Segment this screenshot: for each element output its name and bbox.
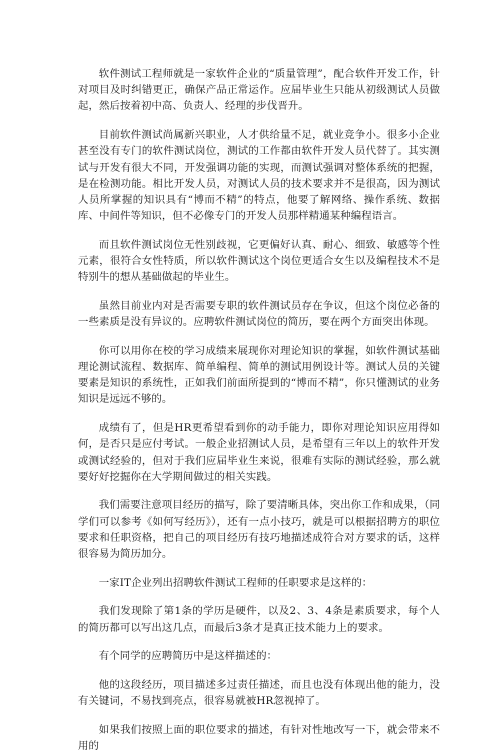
paragraph-analysis: 我们发现除了第1条的学历是硬件，以及2、3、4条是素质要求，每个人的简历都可以写出这几点，而最后3条才是真正技术能力上的要求。 <box>78 605 440 634</box>
paragraph-qualities: 虽然目前业内对是否需要专职的软件测试员存在争议，但这个岗位必备的一些素质是没有异议的。应聘软件测试岗位的简历，要在两个方面突出体现。 <box>78 299 440 329</box>
paragraph-grades: 你可以用你在校的学习成绩来展现你对理论知识的掌握，如软件测试基础理论测试流程、数据库、简单编程、简单的测试用例设计等。测试人员的关键要素是知识的系统性，正如我们前面所提到的“博而不精”，你只懂测试的业务知识是远远不够的。 <box>78 344 440 406</box>
paragraph-student-resume: 有个同学的应聘简历中是这样描述的： <box>98 650 278 663</box>
paragraph-rewrite: 如果我们按照上面的职位要求的描述，有针对性地改写一下，就会带来不用的 <box>78 724 440 753</box>
paragraph-job-requirements: 一家IT企业列出招聘软件测试工程师的任职要求是这样的： <box>98 576 373 589</box>
paragraph-gender: 而且软件测试岗位无性别歧视，它更偏好认真、耐心、细致、敏感等个性元素，很符合女性特质，所以软件测试这个岗位更适合女生以及编程技术不是特别牛的想从基础做起的毕业生。 <box>78 238 440 284</box>
paragraph-project: 我们需要注意项目经历的描写，除了要清晰具体，突出你工作和成果，（同学们可以参考《如何写经历》），还有一点小技巧，就是可以根据招聘方的职位要求和任职资格，把自己的项目经历有技巧地描述成符合对方要求的话，这样很容易为简历加分。 <box>78 499 440 561</box>
paragraph-critique: 他的这段经历，项目描述多过责任描述，而且也没有体现出他的能力，没有关键词，不易找到亮点，很容易就被HR忽视掉了。 <box>78 679 440 708</box>
paragraph-industry: 目前软件测试尚属新兴职业，人才供给量不足，就业竞争小。很多小企业甚至没有专门的软件测试岗位，测试的工作都由软件开发人员代替了。其实测试与开发有很大不同，开发强调功能的实现，而测试强调对整体系统的把握，是在检测功能。相比开发人员，对测试人员的技术要求并不是很高，因为测试人员所掌握的知识具有“博而不精”的特点，他要了解网络、操作系统、数据库、中间件等知识，但不必像专门的开发人员那样精通某种编程语言。 <box>78 129 440 223</box>
paragraph-practice: 成绩有了，但是HR更希望看到你的动手能力，即你对理论知识应用得如何，是否只是应付考试。一般企业招测试人员，是希望有三年以上的软件开发或测试经验的，但对于我们应届毕业生来说，很难有实际的测试经验，那么就要好好挖掘你在大学期间做过的相关实践。 <box>78 422 440 483</box>
paragraph-intro: 软件测试工程师就是一家软件企业的“质量管理”，配合软件开发工作，针对项目及时纠错更正，确保产品正常运作。应届毕业生只能从初级测试人员做起，然后按着初中高、负责人、经理的步伐晋升。 <box>78 68 440 113</box>
